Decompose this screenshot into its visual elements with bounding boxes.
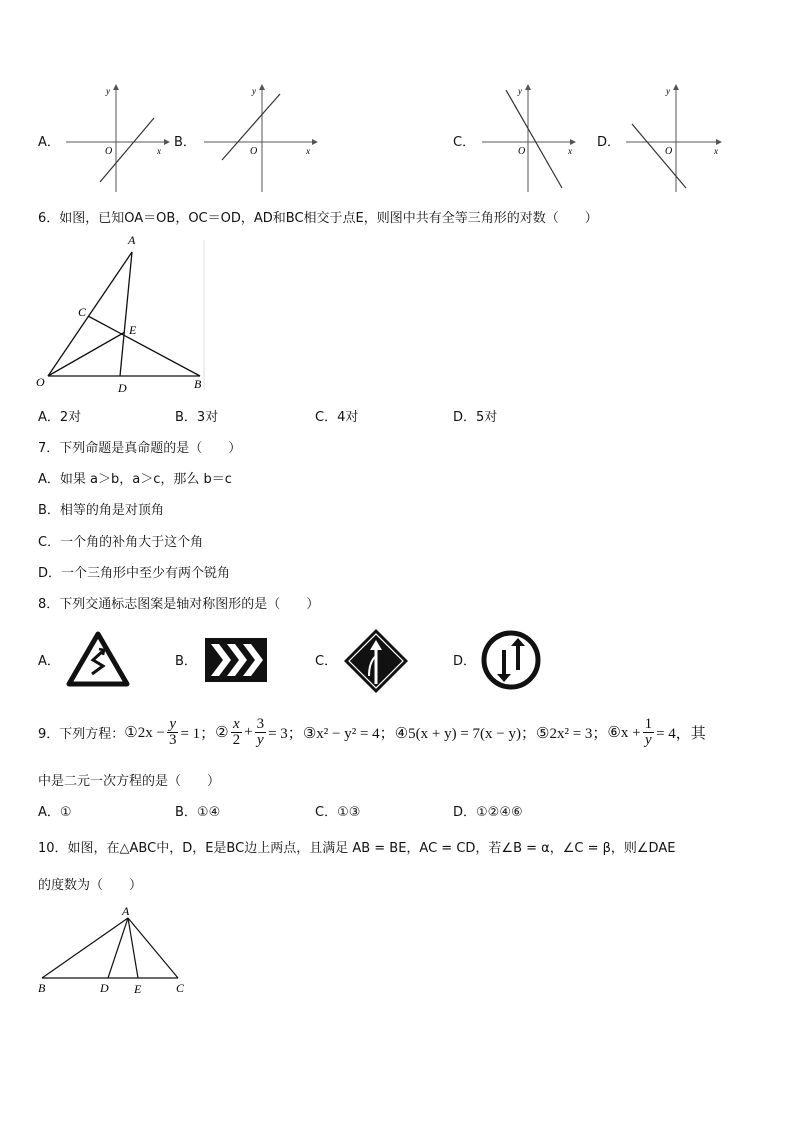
q6-point-e: E [129,323,137,337]
q5-d-y-label: y [666,86,670,96]
warning-sign-icon [66,630,130,688]
q9-eq2-fraction2 [255,717,267,748]
q10-point-b: B [38,981,46,995]
q10-point-a: A [122,904,130,918]
q6-point-c: C [78,305,87,319]
q6-point-b: B [194,377,202,391]
q5-a-x-label: x [157,146,161,156]
q5-a-y-label: y [106,86,110,96]
q9-eq2-plus: + [244,723,253,740]
q9-eq4: ④5(x + y) = 7(x − y)； [394,725,536,742]
chevron-sign-icon [205,638,267,682]
merge-sign-icon [343,628,409,694]
q5-option-a-label: A． [38,135,60,150]
q9-line2: 中是二元一次方程的是（ ） [38,774,221,789]
q10-line1: 10．如图，在△ABC中，D，E是BC边上两点，且满足 AB = BE，AC = CD，若∠B = α，∠C = β，则∠DAE [38,841,676,856]
q9-eq1-den: 3 [168,731,177,748]
q5-d-origin: O [665,146,673,157]
q6-option-c: C．4对 [315,410,359,425]
q10-point-d: D [100,981,109,995]
q5-option-b-label: B． [174,135,196,150]
q5-graph-d [622,84,728,194]
q7-option-d: D．一个三角形中至少有两个锐角 [38,566,231,581]
q8-stem: 8．下列交通标志图案是轴对称图形的是（ ） [38,597,320,612]
q9-eq2-den1: 2 [232,731,241,748]
q5-c-y-label: y [518,86,522,96]
q9-eq6-right: = 4，其 [656,725,706,742]
q9-eq2-num1: x [233,715,240,732]
q5-c-x-label: x [568,146,572,156]
q9-eq6-den: y [644,731,652,748]
q5-option-c-label: C． [453,135,476,150]
q9-equations [38,712,706,752]
q10-point-c: C [176,981,185,995]
q9-eq6-num: 1 [644,715,653,732]
q9-option-c: C．①③ [315,805,361,820]
q5-b-origin: O [250,146,258,157]
q6-option-b: B．3对 [175,410,219,425]
q9-eq2-den2: y [257,731,264,748]
q9-option-a: A．① [38,805,72,820]
q10-point-e: E [134,982,142,996]
q8-option-a-label: A． [38,654,60,669]
q5-option-d-label: D． [597,135,621,150]
q7-option-a: A．如果 a＞b，a＞c，那么 b＝c [38,472,232,487]
q5-c-origin: O [518,146,526,157]
q9-eq1-num: y [169,715,177,732]
q9-option-d: D．①②④⑥ [453,805,523,820]
q5-d-x-label: x [714,146,718,156]
q6-point-a: A [128,233,136,247]
q9-eq2-fraction1 [231,717,243,748]
q9-eq6-left: ⑥x + [607,724,641,741]
q5-graph-c [478,84,583,194]
q9-eq1-left: ①2x − [124,724,165,741]
q9-eq5: ⑤2x² = 3； [536,725,608,742]
q9-eq2-num2: 3 [256,715,265,732]
q6-figure [34,232,210,394]
q7-stem: 7．下列命题是真命题的是（ ） [38,441,242,456]
q5-graph-b [200,84,320,194]
q8-option-d-label: D． [453,654,477,669]
q10-line2: 的度数为（ ） [38,878,143,893]
q9-eq1-fraction [167,717,179,748]
q5-graph-a [62,84,172,194]
q6-point-o: O [36,375,45,389]
q9-eq6-fraction [643,717,655,748]
q9-eq2-mark: ② [215,724,229,741]
q5-a-origin: O [105,146,113,157]
q9-option-b: B．①④ [175,805,221,820]
q5-b-y-label: y [252,86,256,96]
q5-b-x-label: x [306,146,310,156]
q10-figure [34,902,198,998]
two-way-traffic-sign-icon [481,630,541,690]
q6-point-d: D [118,381,127,394]
q8-option-b-label: B． [175,654,197,669]
q7-option-b: B．相等的角是对顶角 [38,503,164,518]
q9-eq3: ③x² − y² = 4； [302,725,395,742]
q8-option-c-label: C． [315,654,338,669]
q9-eq1-right: = 1； [180,725,216,742]
q9-prefix: 9．下列方程： [38,726,125,742]
q9-eq2-right: = 3； [268,725,303,742]
q6-stem: 6．如图，已知OA＝OB，OC＝OD，AD和BC相交于点E，则图中共有全等三角形的对数（ ） [38,211,598,226]
q6-option-a: A．2对 [38,410,82,425]
q7-option-c: C．一个角的补角大于这个角 [38,535,204,550]
q6-option-d: D．5对 [453,410,498,425]
